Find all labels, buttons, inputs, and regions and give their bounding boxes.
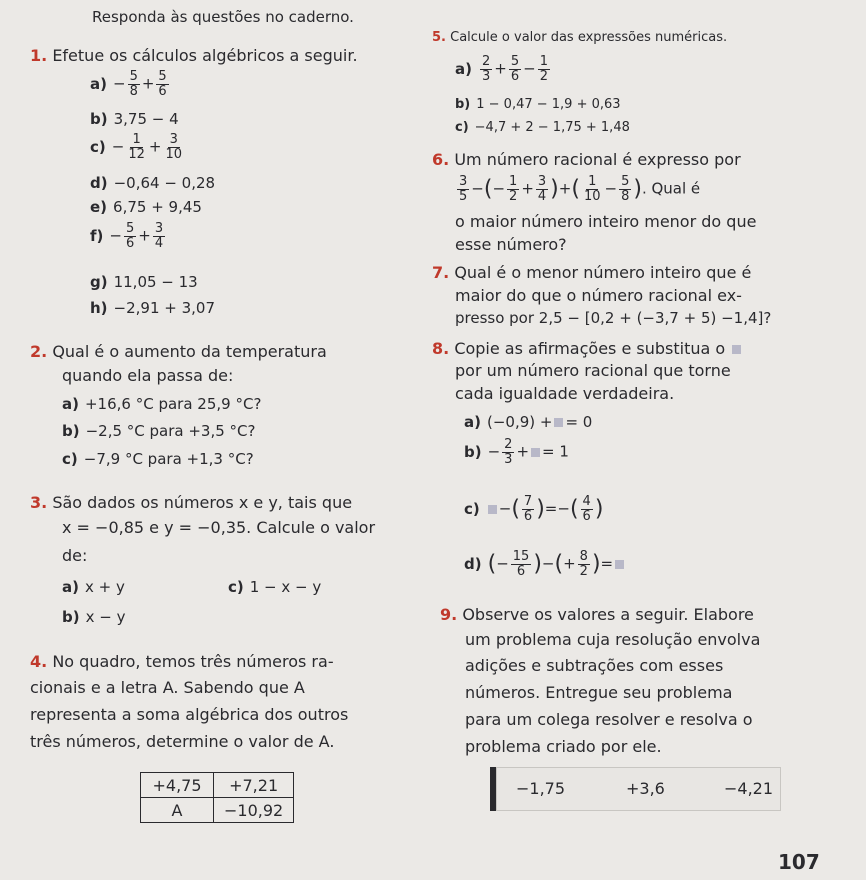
table-cell: A — [141, 798, 214, 823]
question-4-number: 4. — [30, 652, 48, 671]
fraction: $\frac{8}{2}$ — [579, 549, 588, 579]
placeholder-square-icon — [488, 505, 497, 514]
question-7-line1: 7. Qual é o menor número inteiro que é — [432, 263, 752, 282]
value-item: −1,75 — [516, 779, 566, 798]
table-cell: −10,92 — [214, 798, 294, 823]
question-2-number: 2. — [30, 342, 48, 361]
question-3-number: 3. — [30, 493, 48, 512]
numbers-table — [140, 772, 294, 823]
question-7-line3: presso por 2,5 − [0,2 + (−3,7 + 5) −1,4]? — [455, 309, 772, 327]
question-7-line2: maior do que o número racional ex- — [455, 286, 742, 305]
question-2-line2: quando ela passa de: — [62, 366, 234, 385]
q2-item-a: a) +16,6 °C para 25,9 °C? — [62, 395, 262, 413]
question-8-number: 8. — [432, 339, 450, 358]
q8-item-b: b) − $\frac{2}{3}$ + = 1 — [464, 437, 569, 467]
q1-item-b: b) 3,75 − 4 — [90, 110, 179, 128]
q1-item-h: h) −2,91 + 3,07 — [90, 299, 216, 317]
question-2-line1: 2. Qual é o aumento da temperatura — [30, 342, 327, 361]
q8-item-d: d) (− $\frac{15}{6}$ )−(+ $\frac{8}{2}$ )= — [464, 550, 626, 578]
q1-item-d: d) −0,64 − 0,28 — [90, 174, 216, 192]
question-3-line1: 3. São dados os números x e y, tais que — [30, 493, 353, 512]
question-1-prompt — [30, 46, 358, 65]
fraction: $\frac{1}{10}$ — [583, 174, 601, 204]
fraction: $\frac{3}{10}$ — [165, 132, 182, 162]
placeholder-square-icon — [554, 418, 563, 427]
question-8-line3: cada igualdade verdadeira. — [455, 384, 675, 403]
question-5-prompt: 5. Calcule o valor das expressões numéricas. — [432, 30, 728, 45]
question-6-number: 6. — [432, 150, 450, 169]
question-4-line3: representa a soma algébrica dos outros — [30, 705, 349, 724]
question-1-text: Efetue os cálculos algébricos a seguir. — [52, 46, 358, 65]
question-4-line2: cionais e a letra A. Sabendo que A — [30, 678, 305, 697]
q2-item-b: b) −2,5 °C para +3,5 °C? — [62, 422, 256, 440]
q3-item-b: b) x − y — [62, 608, 126, 626]
q5-item-b: b) 1 − 0,47 − 1,9 + 0,63 — [455, 97, 621, 112]
question-6-expression: $\frac{3}{5}$ −(− $\frac{1}{2}$ + $\frac{3}{4}$ )+( $\frac{1}{10}$ − $\frac{5}{8}$ ). Qual é — [459, 174, 701, 204]
q1-item-g: g) 11,05 − 13 — [90, 273, 198, 291]
placeholder-square-icon — [615, 560, 624, 569]
question-1-number: 1. — [30, 46, 48, 65]
question-9-line5: para um colega resolver e resolva o — [465, 710, 753, 729]
fraction: $\frac{5}{8}$ — [621, 174, 630, 204]
fraction: $\frac{5}{6}$ — [510, 54, 520, 84]
question-9-line1: 9. Observe os valores a seguir. Elabore — [440, 605, 754, 624]
fraction: $\frac{1}{2}$ — [539, 54, 548, 84]
fraction: $\frac{5}{6}$ — [125, 221, 135, 251]
fraction: $\frac{4}{6}$ — [582, 494, 591, 524]
question-8-line2: por um número racional que torne — [455, 361, 731, 380]
fraction: $\frac{1}{12}$ — [128, 132, 145, 162]
q1-a-label: a) — [90, 74, 107, 93]
values-box — [490, 767, 781, 811]
question-6-line1: 6. Um número racional é expresso por — [432, 150, 741, 169]
q2-item-c: c) −7,9 °C para +1,3 °C? — [62, 450, 254, 468]
fraction: $\frac{3}{5}$ — [459, 174, 468, 204]
question-5-number: 5. — [432, 30, 446, 45]
table-cell: +7,21 — [214, 773, 294, 798]
fraction: $\frac{5}{6}$ — [158, 69, 167, 99]
question-6-line4: esse número? — [455, 235, 567, 254]
placeholder-square-icon — [531, 448, 540, 457]
table-row — [141, 773, 294, 798]
question-9-line6: problema criado por ele. — [465, 737, 662, 756]
fraction: $\frac{5}{8}$ — [129, 69, 138, 99]
q1-item-f: f) − $\frac{5}{6}$ + $\frac{3}{4}$ — [90, 221, 164, 251]
fraction: $\frac{3}{4}$ — [154, 221, 164, 251]
question-3-line2: x = −0,85 e y = −0,35. Calcule o valor — [62, 518, 376, 537]
question-9-line4: números. Entregue seu problema — [465, 683, 733, 702]
q8-item-a: a) (−0,9) + = 0 — [464, 413, 593, 431]
question-4-line1: 4. No quadro, temos três números ra- — [30, 652, 334, 671]
q1-item-a: a) − $\frac{5}{8}$ + $\frac{5}{6}$ — [90, 69, 167, 99]
fraction: $\frac{2}{3}$ — [504, 437, 513, 467]
fraction: $\frac{2}{3}$ — [481, 54, 491, 84]
question-3-line3: de: — [62, 546, 88, 565]
question-6-line3: o maior número inteiro menor do que — [455, 212, 757, 231]
q8-item-c: c) −( $\frac{7}{6}$ )=−( $\frac{4}{6}$ ) — [464, 494, 604, 524]
question-9-line2: um problema cuja resolução envolva — [465, 630, 761, 649]
q3-item-a: a) x + y — [62, 578, 125, 596]
table-cell: +4,75 — [141, 773, 214, 798]
value-item: −4,21 — [724, 779, 774, 798]
q1-item-e: e) 6,75 + 9,45 — [90, 198, 202, 216]
question-9-line3: adições e subtrações com esses — [465, 656, 724, 675]
q5-item-c: c) −4,7 + 2 − 1,75 + 1,48 — [455, 120, 630, 135]
table-row — [141, 798, 294, 823]
fraction: $\frac{7}{6}$ — [523, 494, 533, 524]
question-9-number: 9. — [440, 605, 458, 624]
q1-item-c: c) − $\frac{1}{12}$ + $\frac{3}{10}$ — [90, 132, 182, 162]
fraction: $\frac{3}{4}$ — [537, 174, 547, 204]
question-7-number: 7. — [432, 263, 450, 282]
fraction: $\frac{1}{2}$ — [509, 174, 518, 204]
question-4-line4: três números, determine o valor de A. — [30, 732, 335, 751]
q1-b-expression: 3,75 − 4 — [113, 110, 179, 128]
q5-item-a: a) $\frac{2}{3}$ + $\frac{5}{6}$ − $\frac{1}{2}$ — [455, 54, 548, 84]
page-header: Responda às questões no caderno. — [92, 8, 354, 26]
value-item: +3,6 — [626, 779, 665, 798]
page-number: 107 — [778, 850, 820, 874]
fraction: $\frac{15}{6}$ — [512, 549, 530, 579]
placeholder-square-icon — [732, 345, 741, 354]
q3-item-c: c) 1 − x − y — [228, 578, 322, 596]
question-8-line1: 8. Copie as afirmações e substitua o — [432, 339, 743, 358]
